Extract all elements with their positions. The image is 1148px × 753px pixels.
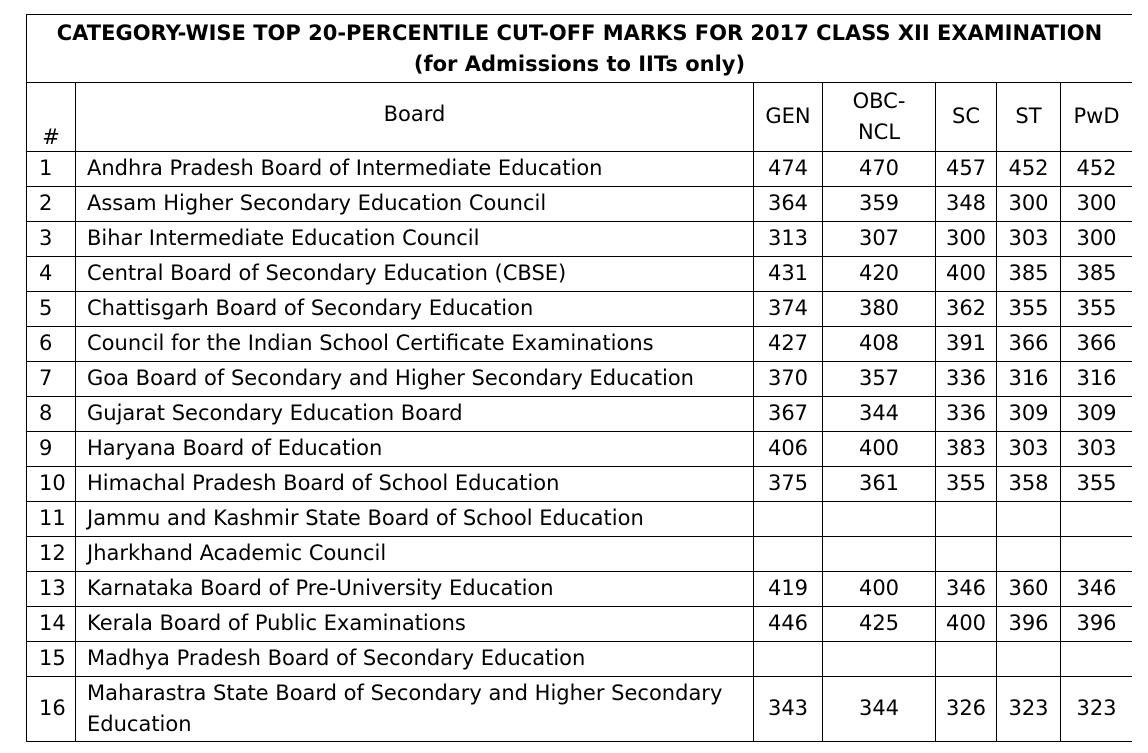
row-num: 3: [27, 222, 76, 257]
cutoff-table-container: [26, 14, 1132, 753]
row-st: 452: [997, 152, 1061, 187]
row-gen: 370: [754, 362, 823, 397]
row-board: Chattisgarh Board of Secondary Education: [76, 292, 754, 327]
row-obc: 359: [823, 187, 936, 222]
row-pwd: [1061, 642, 1133, 677]
row-sc: 300: [936, 222, 997, 257]
row-obc: 425: [823, 607, 936, 642]
header-sc: SC: [936, 83, 997, 152]
row-board: Jharkhand Academic Council: [76, 537, 754, 572]
row-num: 9: [27, 432, 76, 467]
row-board: Madhya Pradesh Board of Secondary Education: [76, 642, 754, 677]
row-num: 8: [27, 397, 76, 432]
row-num: 13: [27, 572, 76, 607]
row-st: 316: [997, 362, 1061, 397]
row-gen: 431: [754, 257, 823, 292]
row-gen: 406: [754, 432, 823, 467]
row-sc: 355: [936, 467, 997, 502]
row-st: 358: [997, 467, 1061, 502]
row-sc: 457: [936, 152, 997, 187]
header-gen: GEN: [754, 83, 823, 152]
header-board: Board: [76, 83, 754, 152]
row-sc: [936, 502, 997, 537]
row-obc: 470: [823, 152, 936, 187]
row-obc: 380: [823, 292, 936, 327]
table-row: [27, 432, 1133, 467]
row-num: 10: [27, 467, 76, 502]
row-num: 14: [27, 607, 76, 642]
row-st: 360: [997, 572, 1061, 607]
table-row: [27, 222, 1133, 257]
row-gen: 313: [754, 222, 823, 257]
row-obc: 400: [823, 432, 936, 467]
row-gen: 427: [754, 327, 823, 362]
row-num: 5: [27, 292, 76, 327]
row-obc: 408: [823, 327, 936, 362]
table-row: [27, 362, 1133, 397]
header-obc: [823, 83, 936, 152]
row-pwd: [1061, 502, 1133, 537]
row-sc: 336: [936, 362, 997, 397]
table-row: [27, 327, 1133, 362]
row-num: 2: [27, 187, 76, 222]
table-row: [27, 677, 1133, 742]
row-board: Himachal Pradesh Board of School Education: [76, 467, 754, 502]
row-obc: 357: [823, 362, 936, 397]
row-st: 385: [997, 257, 1061, 292]
table-row: [27, 187, 1133, 222]
row-gen: 375: [754, 467, 823, 502]
row-st: 300: [997, 187, 1061, 222]
row-num: 16: [27, 677, 76, 742]
row-board: Assam Higher Secondary Education Council: [76, 187, 754, 222]
row-pwd: 316: [1061, 362, 1133, 397]
title-row: [27, 15, 1133, 83]
row-pwd: 366: [1061, 327, 1133, 362]
row-sc: [936, 642, 997, 677]
row-board: Kerala Board of Public Examinations: [76, 607, 754, 642]
row-pwd: 355: [1061, 292, 1133, 327]
row-obc: [823, 502, 936, 537]
row-gen: [754, 642, 823, 677]
row-st: [997, 502, 1061, 537]
row-sc: 336: [936, 397, 997, 432]
row-board: Gujarat Secondary Education Board: [76, 397, 754, 432]
cutoff-table: [26, 14, 1132, 742]
row-num: 12: [27, 537, 76, 572]
table-row: [27, 152, 1133, 187]
header-obc-line1: OBC-: [852, 89, 906, 113]
row-gen: 364: [754, 187, 823, 222]
row-pwd: 355: [1061, 467, 1133, 502]
row-gen: 343: [754, 677, 823, 742]
row-board: Council for the Indian School Certificate Examinations: [76, 327, 754, 362]
row-board: Haryana Board of Education: [76, 432, 754, 467]
row-obc: [823, 537, 936, 572]
row-gen: 446: [754, 607, 823, 642]
row-pwd: 385: [1061, 257, 1133, 292]
row-sc: 400: [936, 607, 997, 642]
table-row: [27, 467, 1133, 502]
row-gen: 474: [754, 152, 823, 187]
row-obc: 420: [823, 257, 936, 292]
row-num: 4: [27, 257, 76, 292]
row-pwd: 323: [1061, 677, 1133, 742]
row-sc: 383: [936, 432, 997, 467]
row-board: Maharastra State Board of Secondary and Higher Secondary Education: [76, 677, 754, 742]
row-pwd: 452: [1061, 152, 1133, 187]
header-num: #: [27, 83, 76, 152]
row-st: 366: [997, 327, 1061, 362]
table-row: [27, 257, 1133, 292]
row-gen: 374: [754, 292, 823, 327]
row-pwd: 346: [1061, 572, 1133, 607]
row-st: [997, 537, 1061, 572]
table-row: [27, 642, 1133, 677]
row-pwd: 303: [1061, 432, 1133, 467]
table-row: [27, 292, 1133, 327]
row-pwd: 300: [1061, 187, 1133, 222]
row-gen: [754, 502, 823, 537]
row-board: Jammu and Kashmir State Board of School Education: [76, 502, 754, 537]
table-row: [27, 502, 1133, 537]
table-row: [27, 607, 1133, 642]
row-obc: 361: [823, 467, 936, 502]
table-title-cell: [27, 15, 1133, 83]
row-sc: 326: [936, 677, 997, 742]
row-board: Central Board of Secondary Education (CBSE): [76, 257, 754, 292]
row-pwd: 309: [1061, 397, 1133, 432]
row-num: 6: [27, 327, 76, 362]
row-gen: 367: [754, 397, 823, 432]
row-pwd: [1061, 537, 1133, 572]
table-subtitle: (for Admissions to IITs only): [413, 51, 746, 76]
row-pwd: 300: [1061, 222, 1133, 257]
row-obc: [823, 642, 936, 677]
row-board: Bihar Intermediate Education Council: [76, 222, 754, 257]
row-num: 1: [27, 152, 76, 187]
header-row: [27, 83, 1133, 152]
row-st: 309: [997, 397, 1061, 432]
row-gen: 419: [754, 572, 823, 607]
header-pwd: PwD: [1061, 83, 1133, 152]
row-obc: 344: [823, 397, 936, 432]
row-st: 396: [997, 607, 1061, 642]
row-st: [997, 642, 1061, 677]
row-sc: 391: [936, 327, 997, 362]
table-title: CATEGORY-WISE TOP 20-PERCENTILE CUT-OFF MARKS FOR 2017 CLASS XII EXAMINATION: [56, 20, 1103, 45]
row-board: Goa Board of Secondary and Higher Secondary Education: [76, 362, 754, 397]
header-st: ST: [997, 83, 1061, 152]
row-sc: 362: [936, 292, 997, 327]
row-obc: 307: [823, 222, 936, 257]
row-sc: [936, 537, 997, 572]
row-st: 355: [997, 292, 1061, 327]
table-row: [27, 397, 1133, 432]
row-gen: [754, 537, 823, 572]
row-obc: 344: [823, 677, 936, 742]
row-st: 323: [997, 677, 1061, 742]
row-st: 303: [997, 222, 1061, 257]
row-sc: 400: [936, 257, 997, 292]
row-board: Karnataka Board of Pre-University Education: [76, 572, 754, 607]
row-board: Andhra Pradesh Board of Intermediate Education: [76, 152, 754, 187]
row-sc: 348: [936, 187, 997, 222]
row-sc: 346: [936, 572, 997, 607]
row-num: 7: [27, 362, 76, 397]
header-obc-line2: NCL: [857, 120, 901, 144]
row-pwd: 396: [1061, 607, 1133, 642]
table-row: [27, 537, 1133, 572]
table-row: [27, 572, 1133, 607]
row-num: 15: [27, 642, 76, 677]
row-obc: 400: [823, 572, 936, 607]
row-st: 303: [997, 432, 1061, 467]
row-num: 11: [27, 502, 76, 537]
